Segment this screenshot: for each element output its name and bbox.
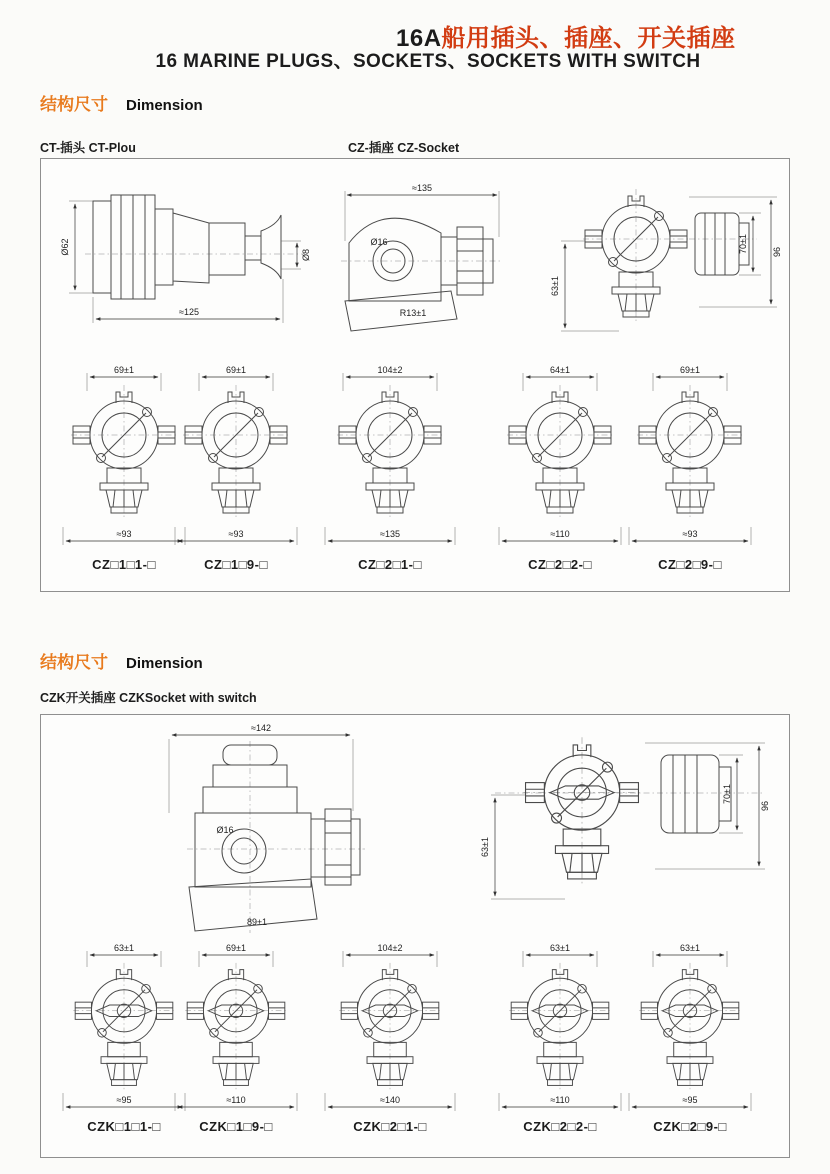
model-figure-czk-5 [617, 941, 763, 1119]
dim-label-right-outer: 96 [760, 800, 770, 812]
dim-label-radius: R13±1 [399, 308, 427, 318]
czk-socket-label: CZK开关插座 CZKSocket with switch [40, 691, 257, 705]
model-figure-cz-4 [487, 361, 633, 557]
cz-side-svg [333, 183, 511, 337]
dim-label-bottom: ≈93 [682, 529, 698, 539]
model-figure-cz-3 [317, 361, 463, 557]
ct-plug-dimensions [60, 201, 311, 323]
dim-label-left: 63±1 [550, 276, 560, 296]
section2-heading [40, 648, 203, 673]
model-figure-czk-3 [317, 941, 463, 1119]
model-figure-cz-5 [617, 361, 763, 557]
model-figure-czk-2 [163, 941, 309, 1119]
czk-front-svg [465, 729, 783, 917]
model-label: CZ□1□9-□ [204, 557, 268, 572]
socket-front-glyph [507, 385, 613, 519]
model-label: CZK□1□9-□ [199, 1119, 273, 1134]
cz-front-svg [539, 185, 783, 343]
ct-plug-label: CT-插头 CT-Plou [40, 141, 136, 155]
dim-label-diameter: Ø62 [60, 238, 70, 256]
socket-front-glyph [583, 189, 689, 323]
czk-front-drawing [465, 729, 783, 917]
czk-side-svg [149, 721, 371, 939]
section1-heading-en: Dimension [126, 97, 203, 114]
dim-label-top: 63±1 [114, 943, 134, 953]
socket-front-glyph [183, 385, 289, 519]
switch-socket-front-glyph [339, 963, 440, 1091]
dim-label-bottom: ≈110 [550, 529, 570, 539]
cz-front-drawing [539, 185, 783, 343]
dim-label-bottom: ≈93 [228, 529, 244, 539]
dim-label-top: 63±1 [680, 943, 700, 953]
dim-label-top: 69±1 [680, 365, 700, 375]
dim-label-top: 69±1 [226, 943, 246, 953]
switch-socket-front-glyph [639, 963, 740, 1091]
section1-heading-cn: 结构尺寸 [40, 95, 108, 114]
switch-socket-front-glyph [185, 963, 286, 1091]
czk-drawing-box [40, 714, 790, 1158]
section2-heading-cn: 结构尺寸 [40, 653, 108, 672]
model-figure-cz-2 [163, 361, 309, 557]
dim-label-top: 69±1 [226, 365, 246, 375]
model-label: CZK□1□1-□ [87, 1119, 161, 1134]
dim-label-bottom: ≈140 [380, 1095, 400, 1105]
socket-front-glyph [637, 385, 743, 519]
socket-front-glyph [71, 385, 177, 519]
dim-label-top: 104±2 [377, 943, 403, 953]
cz-drawing-box [40, 158, 790, 592]
czk-front-coupler [661, 755, 731, 833]
czk-side-drawing [149, 721, 371, 939]
section1-heading [40, 90, 203, 115]
dim-label-top: 104±2 [377, 365, 403, 375]
dim-label-right-inner: 70±1 [738, 234, 748, 254]
switch-socket-front-glyph [73, 963, 174, 1091]
page-title-prefix: 16A [396, 25, 442, 52]
dim-label-bottom: ≈110 [226, 1095, 246, 1105]
dim-label-length: ≈125 [179, 307, 199, 317]
ct-plug-svg [59, 179, 317, 331]
dim-label-bottom: ≈95 [682, 1095, 698, 1105]
page-title-en: 16 MARINE PLUGS、SOCKETS、SOCKETS WITH SWITCH [155, 51, 701, 72]
section2-heading-en: Dimension [126, 655, 203, 672]
dim-label-tip: Ø8 [301, 248, 311, 262]
dim-label-bottom: ≈93 [116, 529, 132, 539]
czk-side-outline [187, 741, 365, 933]
dim-label-hole: Ø16 [216, 825, 234, 835]
cz-front-dimensions [550, 197, 782, 331]
switch-socket-front-glyph [523, 737, 640, 885]
model-label: CZ□1□1-□ [92, 557, 156, 572]
dim-label-right-outer: 96 [772, 246, 782, 258]
dim-label-width: ≈135 [412, 183, 432, 193]
cz-socket-label: CZ-插座 CZ-Socket [348, 141, 460, 155]
model-label: CZ□2□9-□ [658, 557, 722, 572]
model-label: CZK□2□2-□ [523, 1119, 597, 1134]
model-label: CZ□2□2-□ [528, 557, 592, 572]
ct-plug-drawing [59, 179, 317, 331]
dim-label-right-inner: 70±1 [722, 784, 732, 804]
dim-label-bottom: ≈110 [550, 1095, 570, 1105]
cz-side-drawing [333, 183, 511, 337]
dim-label-top: 69±1 [114, 365, 134, 375]
ct-plug-outline [85, 195, 305, 299]
dim-label-bottom: ≈135 [380, 529, 400, 539]
dim-label-bottom: 89±1 [247, 917, 267, 927]
switch-socket-front-glyph [509, 963, 610, 1091]
socket-front-glyph [337, 385, 443, 519]
dim-label-width: ≈142 [251, 723, 271, 733]
dim-label-top: 63±1 [550, 943, 570, 953]
dim-label-top: 64±1 [550, 365, 570, 375]
dim-label-left: 63±1 [480, 837, 490, 857]
model-figure-czk-4 [487, 941, 633, 1119]
dim-label-hole: Ø16 [370, 237, 388, 247]
model-label: CZ□2□1-□ [358, 557, 422, 572]
dim-label-bottom: ≈95 [116, 1095, 132, 1105]
model-label: CZK□2□9-□ [653, 1119, 727, 1134]
page-title-cn: 船用插头、插座、开关插座 [441, 25, 736, 52]
model-label: CZK□2□1-□ [353, 1119, 427, 1134]
